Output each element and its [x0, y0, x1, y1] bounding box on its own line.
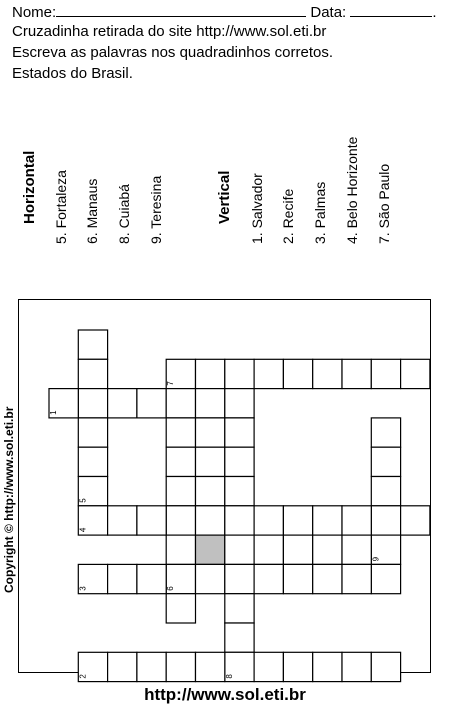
grid-cell[interactable]: [225, 418, 254, 447]
grid-cell[interactable]: [254, 652, 283, 681]
grid-cell[interactable]: [371, 477, 400, 506]
clue-number: 6: [166, 586, 176, 591]
grid-cell[interactable]: [371, 447, 400, 476]
grid-cell[interactable]: [166, 418, 195, 447]
grid-cell[interactable]: [196, 506, 225, 535]
vertical-clue: 3. Palmas: [312, 181, 328, 244]
grid-cell[interactable]: [166, 594, 195, 623]
grid-cell[interactable]: [166, 477, 195, 506]
grid-cell[interactable]: [371, 652, 400, 681]
vertical-title: Vertical: [216, 170, 233, 224]
grid-cell[interactable]: [196, 359, 225, 388]
grid-cell[interactable]: [78, 330, 107, 359]
footer-url[interactable]: http://www.sol.eti.br: [144, 685, 306, 704]
clue-number: 7: [166, 381, 176, 386]
grid-cell[interactable]: [371, 418, 400, 447]
grid-cell[interactable]: [254, 359, 283, 388]
grid-cell[interactable]: [225, 359, 254, 388]
copyright-text: Copyright © http://www.sol.eti.br: [2, 406, 16, 593]
grid-cell[interactable]: [137, 652, 166, 681]
grid-cell[interactable]: [254, 535, 283, 564]
clue-number: 2: [78, 674, 88, 679]
grid-cell[interactable]: [78, 418, 107, 447]
horizontal-clue: 5. Fortaleza: [53, 170, 69, 244]
grid-cell[interactable]: [225, 389, 254, 418]
grid-cell[interactable]: [283, 359, 312, 388]
grid-cell[interactable]: [166, 447, 195, 476]
grid-cell[interactable]: [371, 564, 400, 593]
instruction-line: Escreva as palavras nos quadradinhos corretos.: [12, 44, 334, 61]
grid-cell[interactable]: [225, 447, 254, 476]
grid-cell[interactable]: [166, 506, 195, 535]
grid-cell[interactable]: [225, 623, 254, 652]
grid-cell[interactable]: [313, 359, 342, 388]
clue-number: 3: [78, 586, 88, 591]
vertical-clue: 7. São Paulo: [376, 163, 392, 244]
grid-cell[interactable]: [108, 389, 137, 418]
vertical-clue: 4. Belo Horizonte: [344, 136, 360, 244]
horizontal-title: Horizontal: [21, 150, 38, 224]
grid-cell[interactable]: [313, 506, 342, 535]
grid-cell[interactable]: [78, 447, 107, 476]
grid-cell[interactable]: [196, 564, 225, 593]
grid-cell[interactable]: [225, 477, 254, 506]
horizontal-clue: 8. Cuiabá: [116, 184, 132, 244]
topic-line: Estados do Brasil.: [12, 65, 133, 82]
grid-cell[interactable]: [196, 652, 225, 681]
name-label: Nome:: [12, 4, 57, 21]
date-label: Data:: [310, 4, 347, 21]
grid-cell[interactable]: [225, 506, 254, 535]
grid-cell[interactable]: [342, 359, 371, 388]
grid-cell[interactable]: [225, 535, 254, 564]
grid-cell[interactable]: [166, 535, 195, 564]
grid-cell[interactable]: [401, 359, 430, 388]
grid-cell[interactable]: [342, 535, 371, 564]
grid-cell[interactable]: [137, 506, 166, 535]
horizontal-clue: 9. Teresina: [148, 175, 164, 244]
grid-cell[interactable]: [254, 506, 283, 535]
grid-cell[interactable]: [196, 418, 225, 447]
grid-cell[interactable]: [108, 506, 137, 535]
grid-cell[interactable]: [371, 506, 400, 535]
source-line: Cruzadinha retirada do site http://www.sol.eti.br: [12, 23, 327, 40]
grid-cell[interactable]: [78, 359, 107, 388]
grid-cell[interactable]: [196, 447, 225, 476]
grid-cell[interactable]: [313, 564, 342, 593]
grid-cell[interactable]: [78, 389, 107, 418]
grid-cell[interactable]: [225, 594, 254, 623]
clue-number: 8: [224, 674, 234, 679]
shaded-cell: [196, 535, 225, 564]
grid-cell[interactable]: [254, 564, 283, 593]
horizontal-clue: 6. Manaus: [84, 178, 100, 244]
grid-cell[interactable]: [108, 564, 137, 593]
clue-number: 1: [49, 410, 58, 415]
grid-cell[interactable]: [196, 389, 225, 418]
grid-cell[interactable]: [313, 535, 342, 564]
clue-number: 9: [371, 556, 381, 562]
grid-cell[interactable]: [313, 652, 342, 681]
grid-cell[interactable]: [166, 389, 195, 418]
grid-cell[interactable]: [108, 652, 137, 681]
grid-cell[interactable]: [196, 477, 225, 506]
grid-cell[interactable]: [283, 535, 312, 564]
end-dot: .: [432, 4, 437, 21]
grid-cell[interactable]: [401, 506, 430, 535]
grid-cell[interactable]: [225, 564, 254, 593]
grid-cell[interactable]: [342, 564, 371, 593]
grid-cell[interactable]: [283, 506, 312, 535]
grid-cell[interactable]: [137, 389, 166, 418]
grid-cell[interactable]: [166, 652, 195, 681]
grid-cell[interactable]: [137, 564, 166, 593]
grid-cell[interactable]: [371, 359, 400, 388]
grid-cell[interactable]: [283, 652, 312, 681]
vertical-clue: 2. Recife: [280, 188, 296, 244]
vertical-clue: 1. Salvador: [249, 173, 265, 244]
clue-number: 4: [78, 527, 88, 533]
grid-cell[interactable]: [283, 564, 312, 593]
clue-number: 5: [78, 498, 88, 503]
grid-cell[interactable]: [342, 506, 371, 535]
grid-cell[interactable]: [342, 652, 371, 681]
